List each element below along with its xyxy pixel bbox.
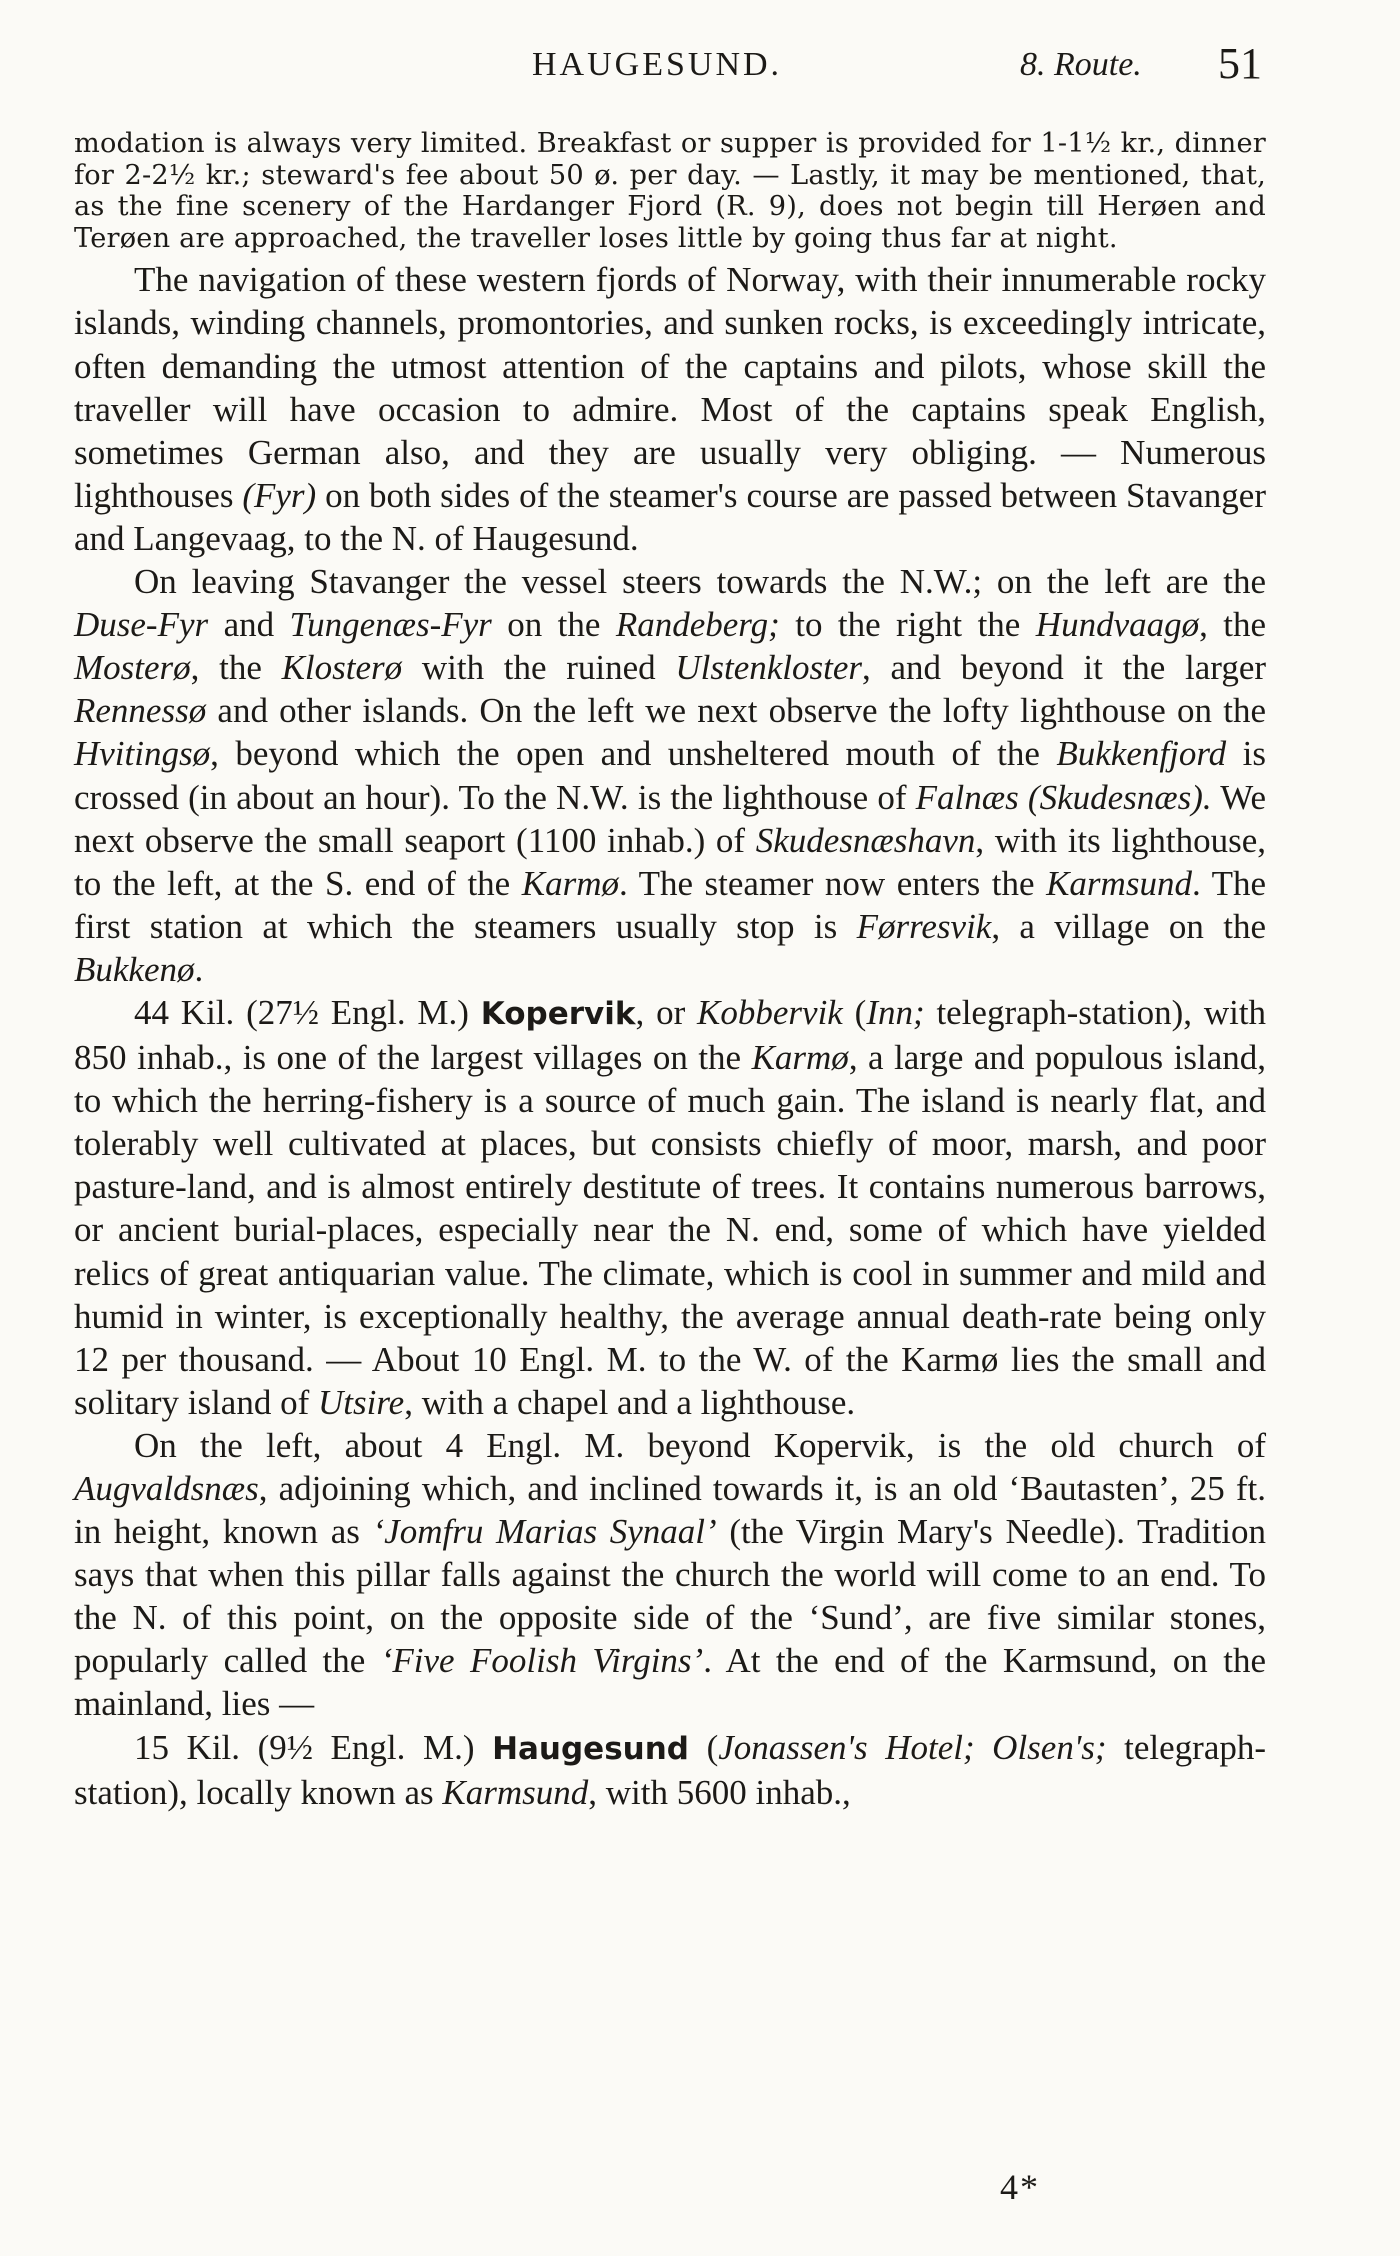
paragraph-leaving-stavanger: [74, 560, 1266, 991]
place-bukkenfjord: Bukkenfjord: [1056, 734, 1227, 774]
term-hotels: Jonassen's Hotel; Olsen's;: [718, 1727, 1107, 1767]
text-run: (: [854, 992, 867, 1032]
text-run: On leaving Stavanger the vessel steers towards the N.W.; on the left are the: [134, 562, 1266, 602]
paragraph-kopervik: [74, 991, 1266, 1424]
text-run: , with 5600 inhab.,: [588, 1772, 851, 1812]
place-ulstenkloster: Ulstenkloster: [675, 648, 863, 688]
text-run: (: [706, 1727, 719, 1767]
text-run: , the: [1199, 605, 1267, 645]
text-run: We next observe the small seaport (1100 inhab.) of: [74, 777, 1266, 860]
place-hundvaago: Hundvaagø: [1035, 605, 1200, 645]
text-run: The navigation of these western fjords of Norway, with their innumerable rocky islands, winding channels, promontories, and sunken rocks, is exceedingly intricate, often demanding the utmost attention of the captains and pilots, whose skill the traveller will have occasion to admire. Most of the captains speak English, sometimes German also, and they are usually very obliging. — Numerous lighthouses: [74, 260, 1266, 515]
place-hvitingso: Hvitingsø: [74, 734, 211, 774]
paragraph-navigation: [74, 258, 1266, 560]
running-head: HAUGESUND.: [532, 46, 783, 83]
text-run: , the: [190, 648, 262, 688]
text-run: , beyond which the open and unsheltered mouth of the: [210, 734, 1040, 774]
text-run: and: [223, 605, 275, 645]
text-run: , with its lighthouse, to the left, at the S. end of the: [74, 820, 1267, 903]
text-run: to the right the: [795, 605, 1021, 645]
term-jomfru-marias-synaal: ‘Jomfru Marias Synaal’: [372, 1512, 717, 1552]
text-run: 15 Kil. (9½ Engl. M.): [134, 1727, 475, 1767]
text-run: . The steamer now enters the: [618, 863, 1035, 903]
place-karmsund: Karmsund: [442, 1772, 589, 1812]
place-bukkeno: Bukkenø: [74, 949, 195, 989]
text-run: (the Virgin Mary's Needle). Tradition says that when this pillar falls against the church the world will come to an end. To the N. of this point, on the opposite side of the ‘Sund’, are five similar stones, popularly called the: [74, 1512, 1266, 1681]
place-forresvik: Førresvik: [856, 906, 992, 946]
place-falnaes: Falnæs (Skudesnæs).: [915, 777, 1212, 817]
place-kopervik-bold: Kopervik: [480, 995, 636, 1032]
text-run: .: [194, 949, 204, 989]
text-run: on the: [507, 605, 601, 645]
text-run: . The first station at which the steamers usually stop is: [74, 863, 1267, 946]
paragraph-haugesund: [74, 1726, 1266, 1814]
text-run: On the left, about 4 Engl. M. beyond Kopervik, is the old church of: [134, 1425, 1266, 1465]
text-run: , a large and populous island, to which the herring-fishery is a source of much gain. The island is nearly flat, and tolerably well cultivated at places, but consists chiefly of moor, marsh, and poor pasture-land, and is almost entirely destitute of trees. It contains numerous barrows, or ancient burial-places, especially near the N. end, some of which have yielded relics of great antiquarian value. The climate, which is cool in summer and mild and humid in winter, is exceptionally healthy, the average annual death-rate being only 12 per thousand. — About 10 Engl. M. to the W. of the Karmø lies the small and solitary island of: [74, 1038, 1267, 1422]
text-run: telegraph-station), locally known as: [74, 1727, 1267, 1812]
text-run: , adjoining which, and inclined towards it, is an old ‘Bautasten’, 25 ft. in height, known as: [74, 1469, 1266, 1552]
term-five-foolish-virgins: ‘Five Foolish Virgins’: [380, 1641, 704, 1681]
place-randeberg: Randeberg;: [615, 605, 780, 645]
place-karmo: Karmø: [751, 1038, 849, 1078]
text-run: telegraph-station), with 850 inhab., is one of the largest villages on the: [74, 992, 1267, 1078]
text-run: 44 Kil. (27½ Engl. M.): [134, 992, 469, 1032]
page-number: 51: [1218, 39, 1262, 88]
place-klostero: Klosterø: [281, 648, 403, 688]
text-run: with the ruined: [421, 648, 656, 688]
place-karmo: Karmø: [521, 863, 619, 903]
paragraph-continuation: modation is always very limited. Breakfast or supper is provided for 1-1½ kr., dinner for 2-2½ kr.; steward's fee about 50 ø. per day. — Lastly, it may be mentioned, that, as the fine scenery of the Hardanger Fjord (R. 9), does not begin till Herøen and Terøen are approached, the traveller loses little by going thus far at night.: [74, 128, 1266, 254]
signature-mark: 4*: [1000, 2167, 1040, 2207]
place-mostero: Mosterø: [74, 648, 191, 688]
text-run: . At the end of the Karmsund, on the mainland, lies —: [74, 1641, 1266, 1724]
place-haugesund-bold: Haugesund: [492, 1730, 689, 1767]
page-header: [72, 40, 1262, 90]
place-karmsund: Karmsund: [1046, 863, 1192, 903]
term-inn: Inn;: [866, 992, 925, 1032]
place-renneso: Rennessø: [74, 691, 207, 731]
place-skudesnaeshavn: Skudesnæshavn: [755, 820, 976, 860]
route-label: 8. Route.: [1020, 46, 1142, 83]
text-run: and other islands. On the left we next observe the lofty lighthouse on the: [217, 691, 1266, 731]
text-run: , and beyond it the larger: [862, 648, 1267, 688]
place-utsire: Utsire: [318, 1382, 405, 1422]
place-kobbervik: Kobbervik: [697, 992, 843, 1032]
paragraph-augvaldsnaes: [74, 1424, 1266, 1726]
place-augvaldsnaes: Augvaldsnæs: [74, 1469, 259, 1508]
text-run: on both sides of the steamer's course are passed between Stavanger and Langevaag, to the N. of Haugesund.: [74, 475, 1267, 558]
text-run: is crossed (in about an hour). To the N.W. is the lighthouse of: [74, 734, 1267, 817]
text-run: , or: [635, 992, 686, 1032]
term-fyr: (Fyr): [242, 475, 317, 515]
place-tungenaes-fyr: Tungenæs-Fyr: [289, 605, 492, 645]
place-duse-fyr: Duse-Fyr: [74, 605, 209, 645]
page-body: [74, 128, 1266, 1814]
text-run: , a village on the: [991, 906, 1266, 946]
text-run: , with a chapel and a lighthouse.: [404, 1382, 856, 1422]
